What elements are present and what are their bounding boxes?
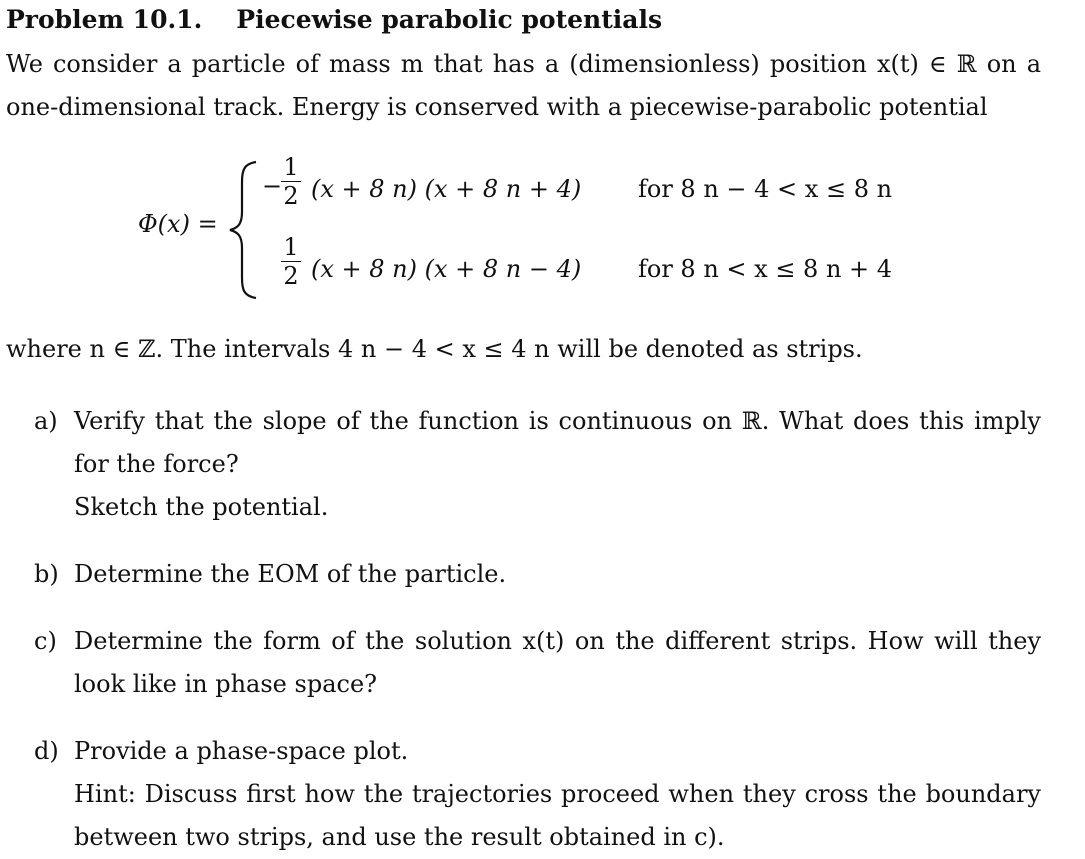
task-label: d) xyxy=(34,737,59,765)
problem-title: Piecewise parabolic potentials xyxy=(236,5,663,34)
case2-condition: for 8 n < x ≤ 8 n + 4 xyxy=(638,255,893,283)
left-brace-icon xyxy=(228,160,260,300)
strips-definition: where n ∈ ℤ. The intervals 4 n − 4 < x ≤ 4 n will be denoted as strips. xyxy=(6,335,863,363)
case1-denominator: 2 xyxy=(283,182,299,210)
case2-fraction xyxy=(281,234,301,289)
case2-expression: (x + 8 n) (x + 8 n − 4) xyxy=(311,255,582,283)
task-line: for the force? xyxy=(74,450,239,478)
case1-fraction xyxy=(281,154,301,209)
task-label: c) xyxy=(34,627,57,655)
case2-denominator: 2 xyxy=(283,262,299,290)
intro-line-2: one-dimensional track. Energy is conserved with a piecewise-parabolic potential xyxy=(6,93,988,121)
potential-equation xyxy=(0,148,1085,308)
task-line: Verify that the slope of the function is continuous on ℝ. What does this imply xyxy=(74,407,1041,435)
intro-line-1: We consider a particle of mass m that has a (dimensionless) position x(t) ∈ ℝ on a xyxy=(6,50,1041,78)
task-line: look like in phase space? xyxy=(74,670,378,698)
task-label: b) xyxy=(34,560,59,588)
task-c xyxy=(34,620,1041,706)
case1-condition: for 8 n − 4 < x ≤ 8 n xyxy=(638,175,893,203)
task-line: Provide a phase-space plot. xyxy=(74,737,409,765)
task-line: Determine the form of the solution x(t) on the different strips. How will they xyxy=(74,627,1041,655)
case1-expression: (x + 8 n) (x + 8 n + 4) xyxy=(311,175,582,203)
task-a xyxy=(34,400,1041,529)
task-line: Determine the EOM of the particle. xyxy=(74,560,507,588)
task-b xyxy=(34,553,1041,596)
problem-heading xyxy=(6,5,1065,35)
case1-sign: − xyxy=(262,172,283,200)
task-label: a) xyxy=(34,407,58,435)
task-line: between two strips, and use the result obtained in c). xyxy=(74,823,725,851)
task-line: Sketch the potential. xyxy=(74,493,329,521)
equation-lhs: Φ(x) = xyxy=(138,210,218,238)
case2-numerator: 1 xyxy=(283,233,299,261)
task-d xyxy=(34,730,1041,859)
task-line: Hint: Discuss first how the trajectories proceed when they cross the boundary xyxy=(74,780,1041,808)
problem-number: Problem 10.1. xyxy=(6,5,203,34)
case1-numerator: 1 xyxy=(283,153,299,181)
